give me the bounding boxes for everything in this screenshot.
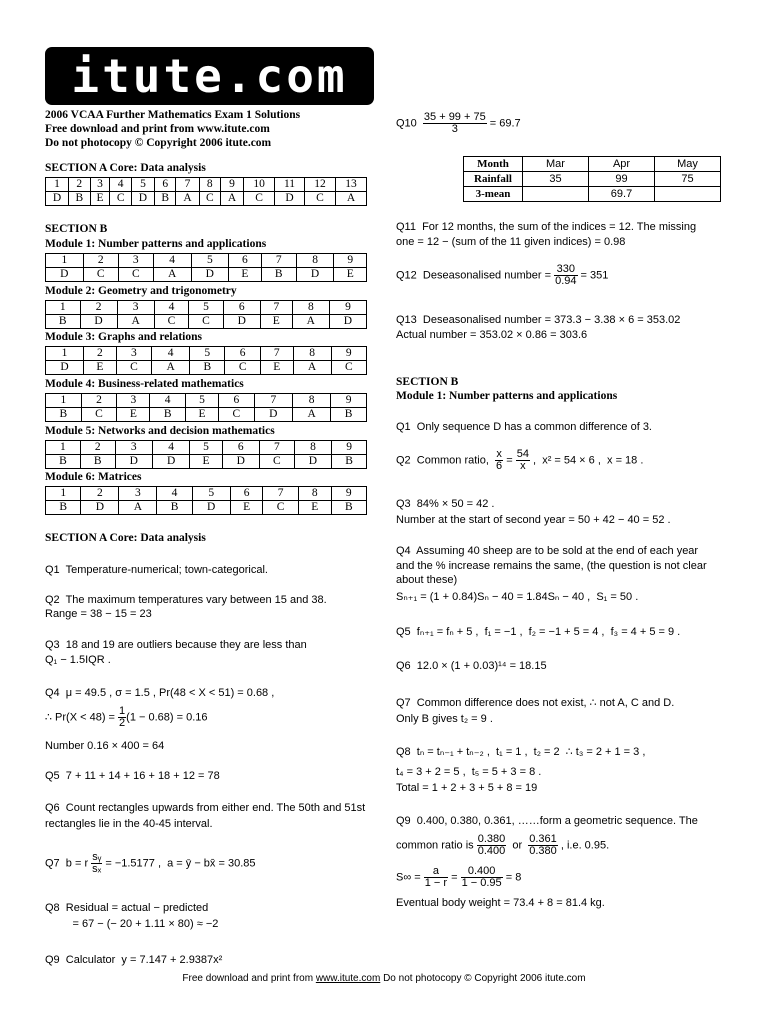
question-number-cell: 4 — [157, 487, 192, 501]
question-number-cell: 1 — [46, 394, 82, 408]
question-number-cell: 13 — [335, 178, 366, 192]
question-number-cell: 7 — [260, 347, 293, 361]
module-5-answer-table — [45, 440, 367, 469]
header-copyright: Do not photocopy © Copyright 2006 itute.com — [45, 137, 272, 149]
solution-b-q9-line2: common ratio is $\frac{0.380}{0.400}$ or $\frac{0.361}{0.380}$ , i.e. 0.95. — [396, 833, 610, 857]
question-number-cell: 2 — [80, 441, 115, 455]
question-number-cell: 9 — [334, 254, 367, 268]
answer-cell: D — [275, 192, 305, 206]
module-1-title: Module 1: Number patterns and applications — [45, 238, 267, 250]
module-2-answer-table — [45, 300, 367, 329]
solution-a-q11-line1: Q11 For 12 months, the sum of the indices = 12. The missing — [396, 221, 697, 233]
question-number-cell: 6 — [154, 178, 175, 192]
answer-cell: B — [80, 455, 115, 469]
answer-cell: B — [46, 455, 81, 469]
question-number-cell: 5 — [189, 301, 224, 315]
question-number-cell: 4 — [154, 301, 189, 315]
answer-cell: C — [189, 315, 224, 329]
solution-a-q13-line1: Q13 Deseasonalised number = 373.3 − 3.38 × 6 = 353.02 — [396, 314, 681, 326]
answer-cell: E — [230, 501, 263, 515]
question-number-cell: 4 — [110, 178, 131, 192]
question-number-cell: 1 — [46, 178, 69, 192]
question-number-cell: 8 — [292, 394, 330, 408]
answer-cell: E — [117, 408, 150, 422]
question-number-cell: 3 — [117, 301, 154, 315]
answer-cell: A — [293, 361, 331, 375]
module-4-answer-table — [45, 393, 367, 422]
module-2-title: Module 2: Geometry and trigonometry — [45, 285, 237, 297]
answer-cell: A — [335, 192, 366, 206]
question-number-cell: 6 — [223, 301, 260, 315]
solution-b-q9-line1: Q9 0.400, 0.380, 0.361, ……form a geometric sequence. The — [396, 815, 698, 827]
question-number-cell: 3 — [117, 394, 150, 408]
question-number-cell: 1 — [46, 254, 84, 268]
solution-b-q4-line4: Sₙ₊₁ = (1 + 0.84)Sₙ − 40 = 1.84Sₙ − 40 , S₁ = 50 . — [396, 591, 639, 603]
solution-a-q4-line3: Number 0.16 × 400 = 64 — [45, 740, 165, 752]
question-number-cell: 5 — [191, 254, 229, 268]
solution-b-q9-line3: S∞ = $\frac{a}{1 - r}$ = $\frac{0.400}{1 - 0.95}$ = 8 — [396, 865, 522, 889]
question-number-cell: 2 — [69, 178, 90, 192]
question-number-cell: 3 — [115, 441, 152, 455]
module-5-title: Module 5: Networks and decision mathematics — [45, 425, 275, 437]
solution-b-q2: Q2 Common ratio, $\frac{x}{6}$ = $\frac{54}{x}$ , x² = 54 × 6 , x = 18 . — [396, 448, 644, 472]
answer-cell: C — [110, 192, 131, 206]
solution-b-q3-line2: Number at the start of second year = 50 + 42 − 40 = 52 . — [396, 514, 671, 526]
answer-cell: B — [154, 192, 175, 206]
question-number-cell: 5 — [190, 347, 225, 361]
answer-cell: D — [223, 315, 260, 329]
answer-cell: D — [131, 192, 154, 206]
solution-b-q7-line1: Q7 Common difference does not exist, ∴ not A, C and D. — [396, 697, 675, 709]
answer-cell: C — [116, 361, 151, 375]
answer-cell: A — [117, 315, 154, 329]
answer-cell: E — [90, 192, 110, 206]
solution-b-q5: Q5 fₙ₊₁ = fₙ + 5 , f₁ = −1 , f₂ = −1 + 5 = 4 , f₃ = 4 + 5 = 9 . — [396, 626, 681, 638]
row-header-cell: Month — [464, 157, 523, 172]
table-cell: 35 — [523, 172, 589, 187]
answer-cell: C — [118, 268, 153, 282]
section-a-solutions-heading: SECTION A Core: Data analysis — [45, 532, 206, 544]
answer-cell: B — [46, 408, 82, 422]
section-a-heading: SECTION A Core: Data analysis — [45, 162, 206, 174]
answer-cell: D — [80, 315, 117, 329]
solution-b-q4-line2: and the % increase remains the same, (the question is not clear — [396, 560, 707, 572]
footer-link[interactable]: www.itute.com — [315, 973, 381, 984]
question-number-cell: 9 — [221, 178, 244, 192]
module-6-title: Module 6: Matrices — [45, 471, 142, 483]
question-number-cell: 2 — [83, 347, 116, 361]
answer-cell: D — [115, 455, 152, 469]
question-number-cell: 7 — [261, 254, 296, 268]
question-number-cell: 1 — [46, 301, 81, 315]
solution-a-q1: Q1 Temperature-numerical; town-categorical. — [45, 564, 268, 576]
answer-cell: C — [331, 361, 366, 375]
module-6-answer-table — [45, 486, 367, 515]
solution-a-q5: Q5 7 + 11 + 14 + 16 + 18 + 12 = 78 — [45, 770, 220, 782]
solution-a-q11-line2: one = 12 − (sum of the 11 given indices) = 0.98 — [396, 236, 626, 248]
solution-b-q9-line4: Eventual body weight = 73.4 + 8 = 81.4 kg. — [396, 897, 605, 909]
question-number-cell: 9 — [332, 441, 367, 455]
header-download: Free download and print from www.itute.com — [45, 123, 270, 135]
answer-cell: E — [83, 361, 116, 375]
answer-cell: C — [259, 455, 294, 469]
table-cell — [523, 187, 589, 202]
rainfall-table — [463, 156, 721, 202]
module-3-answer-table — [45, 346, 367, 375]
question-number-cell: 9 — [331, 487, 366, 501]
solution-a-q13-line2: Actual number = 353.02 × 0.86 = 303.6 — [396, 329, 588, 341]
solution-b-q1: Q1 Only sequence D has a common difference of 3. — [396, 421, 652, 433]
itute-logo — [45, 47, 374, 105]
question-number-cell: 8 — [199, 178, 220, 192]
table-cell — [655, 187, 721, 202]
solution-a-q2-line1: Q2 The maximum temperatures vary between 15 and 38. — [45, 594, 327, 606]
question-number-cell: 9 — [331, 347, 366, 361]
answer-cell: E — [190, 455, 222, 469]
answer-cell: B — [46, 315, 81, 329]
question-number-cell: 7 — [254, 394, 292, 408]
answer-cell: C — [263, 501, 298, 515]
row-header-cell: Rainfall — [464, 172, 523, 187]
answer-cell: D — [152, 455, 189, 469]
answer-cell: E — [298, 501, 331, 515]
solution-a-q2-line2: Range = 38 − 15 = 23 — [45, 608, 152, 620]
module-3-title: Module 3: Graphs and relations — [45, 331, 202, 343]
solution-b-q6: Q6 12.0 × (1 + 0.03)¹⁴ = 18.15 — [396, 660, 547, 672]
answer-cell: A — [152, 361, 190, 375]
question-number-cell: 6 — [219, 394, 255, 408]
question-number-cell: 8 — [298, 487, 331, 501]
section-b-heading: SECTION B — [45, 223, 108, 235]
solution-a-q9: Q9 Calculator y = 7.147 + 2.9387x² — [45, 954, 223, 966]
question-number-cell: 8 — [294, 441, 331, 455]
table-cell: 75 — [655, 172, 721, 187]
answer-cell: A — [292, 408, 330, 422]
answer-cell: A — [292, 315, 329, 329]
document-header — [45, 108, 300, 150]
answer-cell: C — [304, 192, 335, 206]
question-number-cell: 5 — [131, 178, 154, 192]
answer-cell: B — [331, 408, 367, 422]
question-number-cell: 9 — [329, 301, 366, 315]
answer-cell: D — [46, 361, 84, 375]
module-1-answer-table — [45, 253, 367, 282]
question-number-cell: 11 — [275, 178, 305, 192]
answer-cell: C — [83, 268, 118, 282]
answer-cell: D — [296, 268, 334, 282]
solution-b-q8-line1: Q8 tₙ = tₙ₋₁ + tₙ₋₂ , t₁ = 1 , t₂ = 2 ∴ t₃ = 2 + 1 = 3 , — [396, 746, 646, 758]
answer-cell: E — [186, 408, 219, 422]
table-cell: Apr — [589, 157, 655, 172]
answer-cell: D — [222, 455, 259, 469]
answer-cell: D — [329, 315, 366, 329]
question-number-cell: 7 — [176, 178, 199, 192]
question-number-cell: 6 — [222, 441, 259, 455]
answer-cell: C — [199, 192, 220, 206]
question-number-cell: 4 — [153, 254, 191, 268]
answer-cell: E — [260, 315, 292, 329]
question-number-cell: 10 — [244, 178, 275, 192]
table-cell: May — [655, 157, 721, 172]
solution-a-q8-line1: Q8 Residual = actual − predicted — [45, 902, 209, 914]
question-number-cell: 1 — [46, 441, 81, 455]
question-number-cell: 12 — [304, 178, 335, 192]
question-number-cell: 9 — [331, 394, 367, 408]
answer-cell: A — [153, 268, 191, 282]
answer-cell: E — [229, 268, 261, 282]
solution-a-q3-line2: Q₁ − 1.5IQR . — [45, 654, 111, 666]
answer-cell: A — [119, 501, 157, 515]
question-number-cell: 8 — [292, 301, 329, 315]
answer-cell: B — [331, 501, 366, 515]
page-footer: Free download and print from www.itute.com Do not photocopy © Copyright 2006 itute.com — [182, 973, 586, 984]
question-number-cell: 5 — [190, 441, 222, 455]
solution-b-q8-line3: Total = 1 + 2 + 3 + 5 + 8 = 19 — [396, 782, 538, 794]
solution-b-q3-line1: Q3 84% × 50 = 42 . — [396, 498, 495, 510]
solution-a-q4-line1: Q4 μ = 49.5 , σ = 1.5 , Pr(48 < X < 51) = 0.68 , — [45, 687, 275, 699]
module-1-solutions-heading: Module 1: Number patterns and applications — [396, 390, 618, 402]
question-number-cell: 5 — [186, 394, 219, 408]
answer-cell: D — [46, 268, 84, 282]
logo-text: itute.com — [71, 49, 348, 103]
solution-a-q12: Q12 Deseasonalised number = $\frac{330}{0.94}$ = 351 — [396, 263, 609, 287]
question-number-cell: 6 — [225, 347, 260, 361]
answer-cell: C — [154, 315, 189, 329]
question-number-cell: 7 — [259, 441, 294, 455]
solution-b-q4-line3: about these) — [396, 574, 458, 586]
question-number-cell: 3 — [90, 178, 110, 192]
answer-cell: D — [294, 455, 331, 469]
question-number-cell: 8 — [296, 254, 334, 268]
solution-a-q10: Q10 $\frac{35 + 99 + 75}{3}$ = 69.7 — [396, 111, 521, 135]
question-number-cell: 3 — [116, 347, 151, 361]
answer-cell: D — [192, 501, 230, 515]
table-cell: Mar — [523, 157, 589, 172]
answer-cell: A — [221, 192, 244, 206]
question-number-cell: 4 — [152, 441, 189, 455]
answer-cell: A — [176, 192, 199, 206]
answer-cell: B — [69, 192, 90, 206]
solution-a-q8-line2: = 67 − (− 20 + 1.11 × 80) ≈ −2 — [45, 918, 219, 930]
solution-b-q7-line2: Only B gives t₂ = 9 . — [396, 713, 493, 725]
solution-a-q4-line2: ∴ Pr(X < 48) = $\frac{1}{2}$ (1 − 0.68) = 0.16 — [45, 705, 208, 729]
question-number-cell: 8 — [293, 347, 331, 361]
question-number-cell: 2 — [81, 487, 119, 501]
answer-cell: E — [260, 361, 293, 375]
answer-cell: B — [190, 361, 225, 375]
answer-cell: C — [244, 192, 275, 206]
table-cell: 99 — [589, 172, 655, 187]
question-number-cell: 2 — [80, 301, 117, 315]
question-number-cell: 6 — [230, 487, 263, 501]
solution-b-q4-line1: Q4 Assuming 40 sheep are to be sold at the end of each year — [396, 545, 699, 557]
question-number-cell: 4 — [152, 347, 190, 361]
question-number-cell: 2 — [81, 394, 117, 408]
question-number-cell: 4 — [150, 394, 186, 408]
answer-cell: C — [81, 408, 117, 422]
solution-a-q6-line1: Q6 Count rectangles upwards from either end. The 50th and 51st — [45, 802, 366, 814]
question-number-cell: 6 — [229, 254, 261, 268]
answer-cell: B — [46, 501, 81, 515]
answer-cell: D — [46, 192, 69, 206]
question-number-cell: 5 — [192, 487, 230, 501]
question-number-cell: 7 — [260, 301, 292, 315]
module-4-title: Module 4: Business-related mathematics — [45, 378, 244, 390]
question-number-cell: 3 — [119, 487, 157, 501]
question-number-cell: 1 — [46, 487, 81, 501]
question-number-cell: 2 — [83, 254, 118, 268]
question-number-cell: 7 — [263, 487, 298, 501]
answer-cell: B — [261, 268, 296, 282]
table-cell: 69.7 — [589, 187, 655, 202]
answer-cell: B — [332, 455, 367, 469]
answer-cell: B — [150, 408, 186, 422]
row-header-cell: 3-mean — [464, 187, 523, 202]
answer-cell: D — [191, 268, 229, 282]
solution-b-q8-line2: t₄ = 3 + 2 = 5 , t₅ = 5 + 3 = 8 . — [396, 766, 542, 778]
section-b-solutions-heading: SECTION B — [396, 376, 459, 388]
answer-cell: E — [334, 268, 367, 282]
solution-a-q7: Q7 b = r $\frac{\text{sᵧ}}{\text{sₓ}}$ = −1.5177 , a = ȳ − bx̄ = 30.85 — [45, 851, 256, 875]
header-title: 2006 VCAA Further Mathematics Exam 1 Solutions — [45, 109, 301, 121]
section-a-answer-table — [45, 177, 367, 206]
question-number-cell: 1 — [46, 347, 84, 361]
answer-cell: C — [225, 361, 260, 375]
answer-cell: D — [254, 408, 292, 422]
answer-cell: C — [219, 408, 255, 422]
answer-cell: D — [81, 501, 119, 515]
answer-cell: B — [157, 501, 192, 515]
solution-a-q3-line1: Q3 18 and 19 are outliers because they are less than — [45, 639, 307, 651]
question-number-cell: 3 — [118, 254, 153, 268]
solution-a-q6-line2: rectangles lie in the 40-45 interval. — [45, 818, 213, 830]
